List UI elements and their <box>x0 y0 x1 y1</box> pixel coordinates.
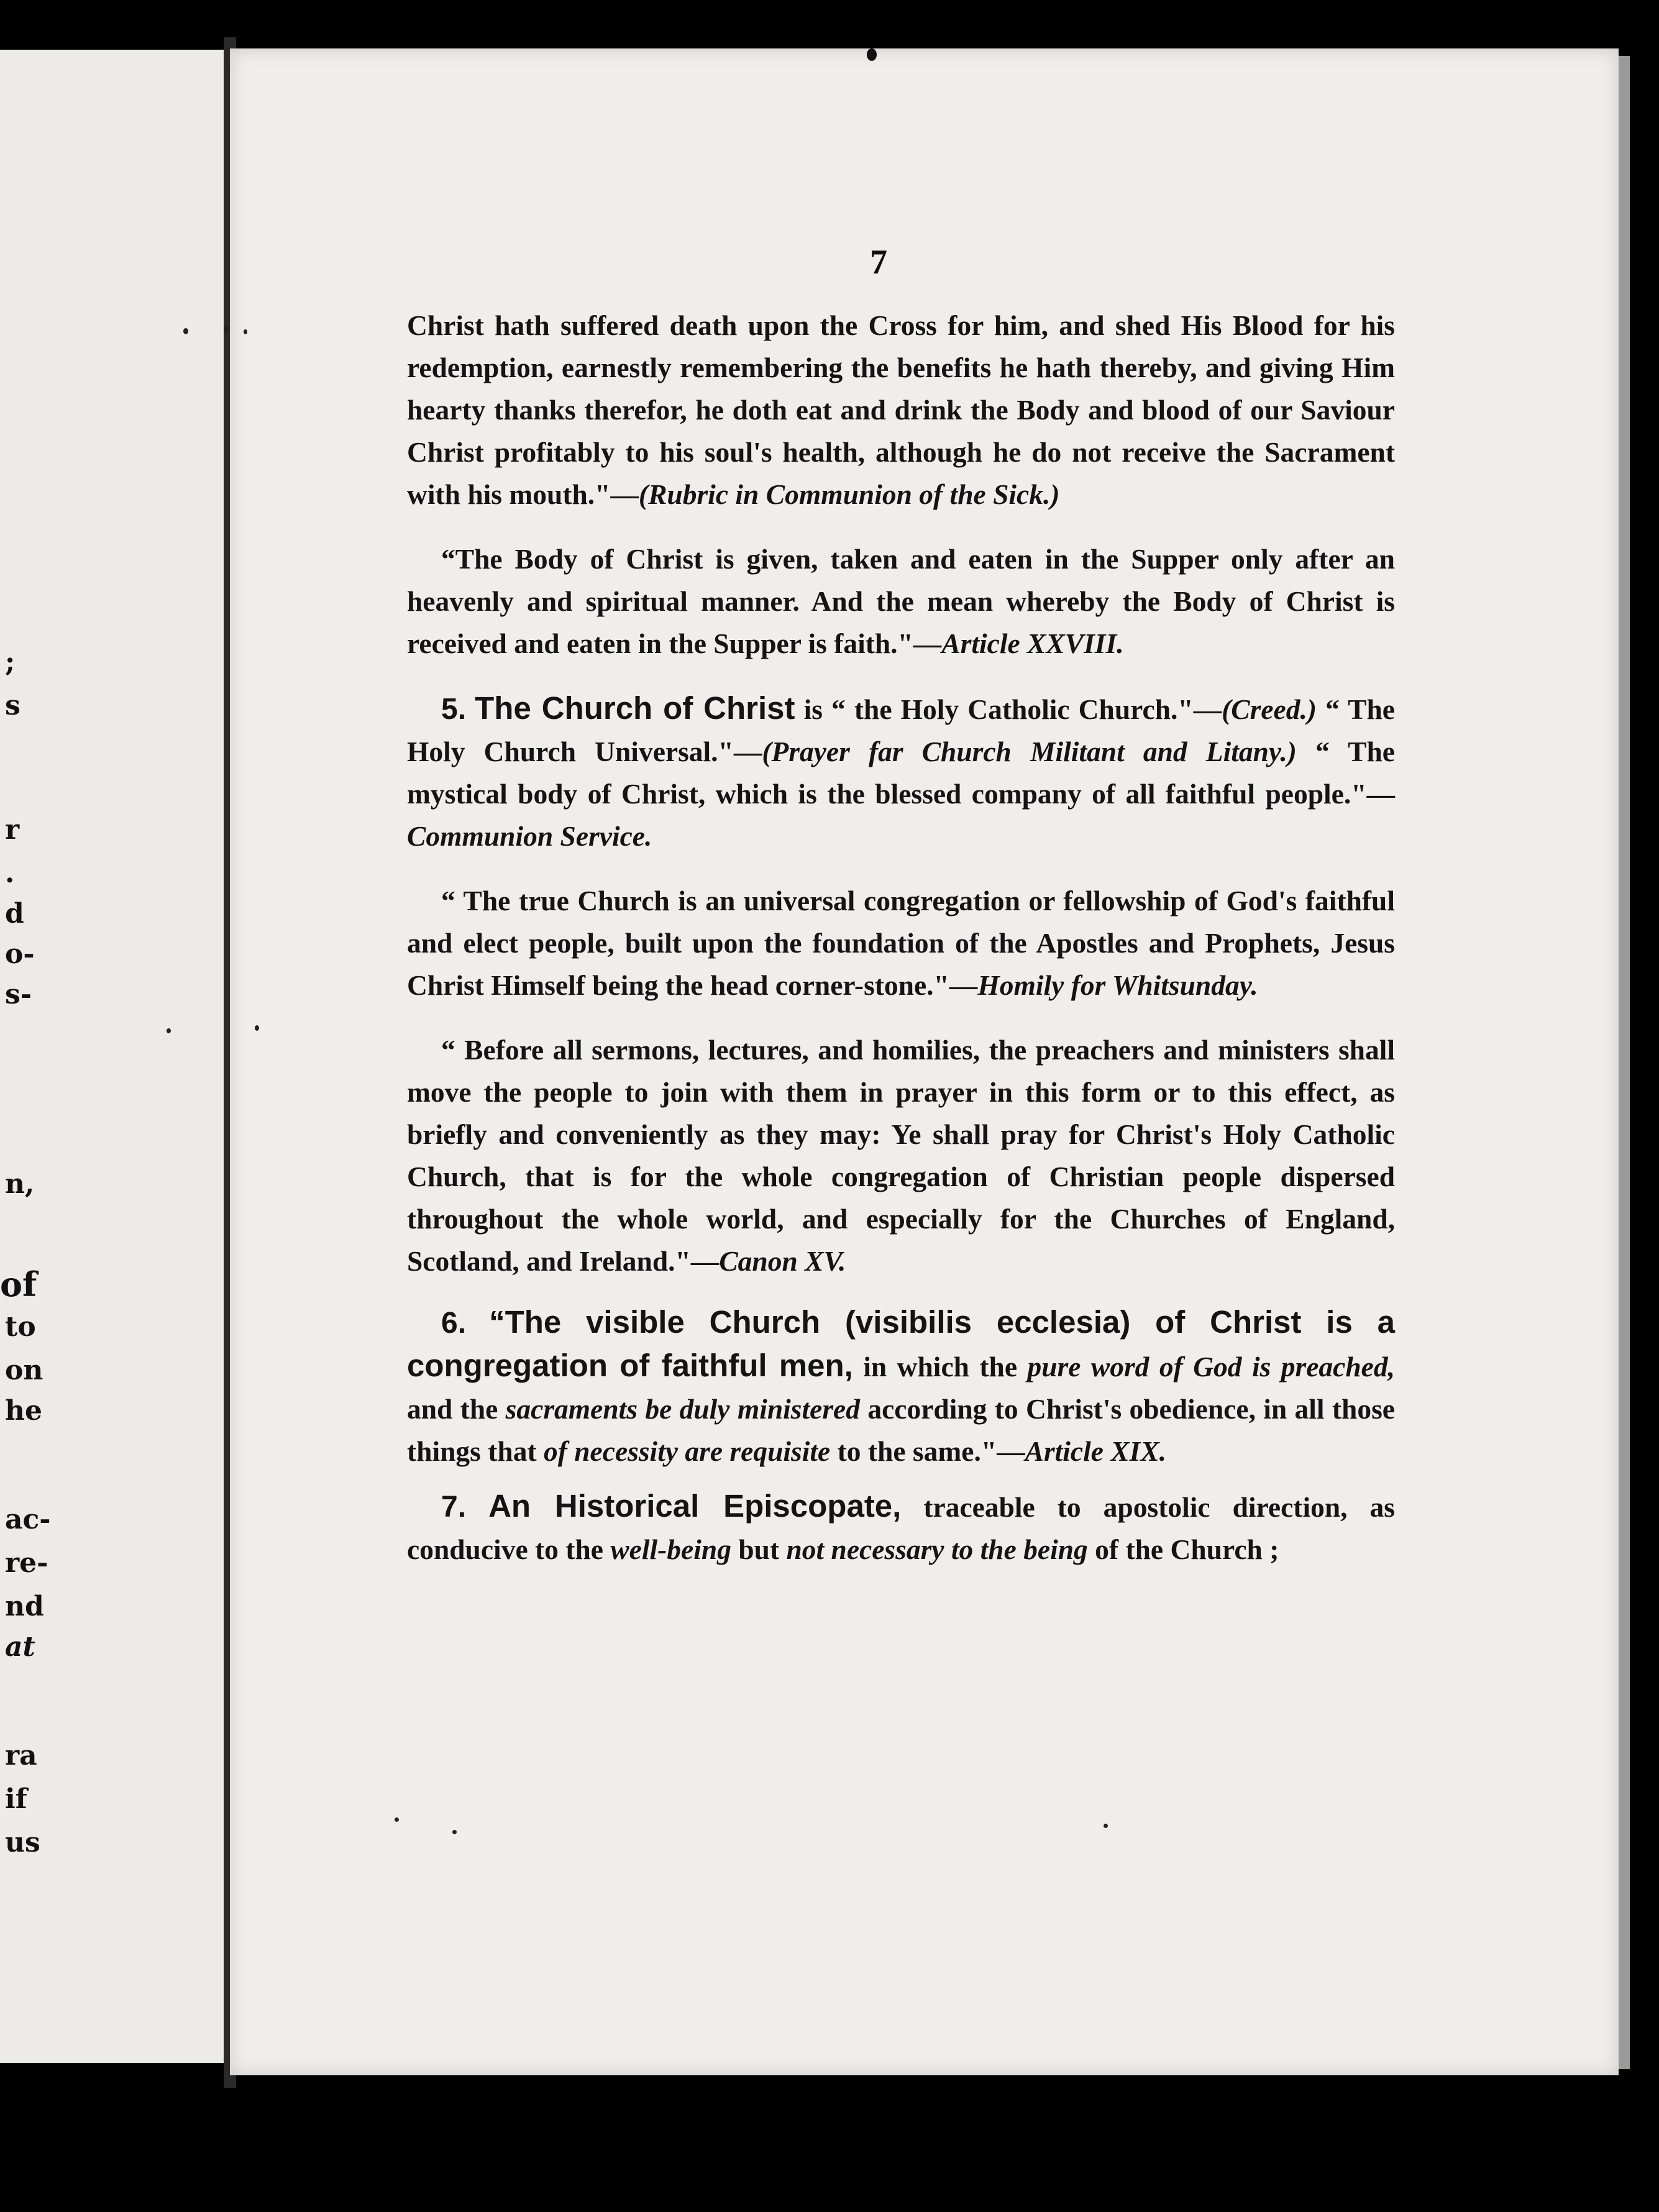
paragraph-text: to the same."— <box>830 1435 1025 1467</box>
paragraph-text: but <box>731 1533 787 1565</box>
paragraph-canon-xv <box>407 1029 1395 1282</box>
left-fragment: he <box>5 1395 42 1427</box>
left-fragment: r <box>5 814 20 846</box>
paragraph-text: of the Church ; <box>1087 1533 1279 1565</box>
section-number: 5. <box>441 693 467 726</box>
section-7 <box>407 1485 1395 1571</box>
left-fragment: s <box>5 690 21 721</box>
left-page-edge <box>0 50 224 2063</box>
paragraph-text: “The Body of Christ is given, taken and eaten in the Supper only after an heavenly and spiritual manner. And the mean whereby the Body of Christ is received and eaten in the Supper is faith."— <box>407 543 1395 659</box>
left-fragment: n, <box>5 1168 35 1200</box>
left-fragment: if <box>5 1783 27 1815</box>
paragraph-text: according to Christ's obedience, in all those things that <box>407 1393 1396 1467</box>
left-fragment: ac- <box>5 1504 51 1535</box>
citation: (Creed.) <box>1222 693 1317 725</box>
section-heading: “The visible Church (visibilis ecclesia) of Christ is a congregation of faithful men, <box>407 1304 1395 1383</box>
emphasis: pure word of God is preached, <box>1027 1351 1396 1382</box>
paragraph-rubric-sick <box>407 304 1395 516</box>
section-number: 6. <box>441 1307 467 1340</box>
paragraph-text: “ Before all sermons, lectures, and homilies, the preachers and ministers shall move the people to join with them in prayer in this form or to this effect, as briefly and conveniently as they may: Ye shall pray for Christ's Holy Catholic Church, that is for the whole congregation of Christian people dispersed throughout the whole world, and especially for the Churches of England, Scotland, and Ireland."— <box>407 1034 1395 1277</box>
paragraph-text: is “ the Holy Catholic Church."— <box>795 693 1222 725</box>
left-fragment: s- <box>5 979 32 1010</box>
left-fragment: us <box>5 1827 40 1858</box>
left-fragment: at <box>5 1631 35 1663</box>
page-edge-shadow <box>1619 56 1630 2069</box>
paragraph-article-xxviii <box>407 538 1395 665</box>
paragraph-text: in which the <box>852 1351 1028 1382</box>
emphasis: well-being <box>610 1533 731 1565</box>
section-heading: The Church of Christ <box>475 690 795 726</box>
citation: Canon XV. <box>719 1245 846 1277</box>
citation: Article XXVIII. <box>941 628 1124 659</box>
left-fragment: . <box>5 857 15 889</box>
scan-speck <box>452 1830 457 1834</box>
paragraph-text: Christ hath suffered death upon the Cross for him, and shed His Blood for his redemption, earnestly remembering the benefits he hath thereby, and giving Him hearty thanks therefor, he doth eat and drink the Body and blood of our Saviour Christ profitably to his soul's health, although he do not receive the Sacrament with his mouth."— <box>407 309 1395 510</box>
left-fragment: nd <box>5 1591 44 1622</box>
scan-speck <box>244 329 247 334</box>
paragraph-text: “ The mystical body of Christ, which is the blessed company of all faithful people."— <box>407 736 1395 810</box>
citation: Communion Service. <box>407 820 652 852</box>
citation: (Rubric in Communion of the Sick.) <box>638 478 1060 510</box>
paragraph-text: traceable to apostolic direction, as conducive to the <box>407 1491 1396 1565</box>
paragraph-homily <box>407 880 1395 1007</box>
scan-speck <box>255 1025 259 1031</box>
paragraph-text: “ The true Church is an universal congregation or fellowship of God's faithful and elect people, built upon the foundation of the Apostles and Prophets, Jesus Christ Himself being the head corner-stone."— <box>407 885 1395 1001</box>
section-heading: An Historical Episcopate, <box>488 1488 902 1524</box>
left-fragment: ra <box>5 1740 37 1771</box>
scan-speck <box>224 326 229 334</box>
left-fragment: o- <box>5 938 35 970</box>
left-fragment: to <box>5 1311 36 1343</box>
page-number: 7 <box>870 243 887 281</box>
left-fragment: of <box>0 1264 37 1304</box>
scan-speck <box>395 1817 399 1822</box>
scan-speck <box>183 328 188 334</box>
section-number: 7. <box>441 1491 467 1524</box>
left-fragment: on <box>5 1355 43 1386</box>
citation: Homily for Whitsunday. <box>977 969 1258 1001</box>
paragraph-text: and the <box>407 1393 506 1425</box>
emphasis: of necessity are requisite <box>543 1435 831 1467</box>
citation: Article XIX. <box>1025 1435 1167 1467</box>
emphasis: sacraments be duly ministered <box>505 1393 860 1425</box>
paragraph-text: “ The Holy Church Universal."— <box>407 693 1395 767</box>
binding-mark <box>867 48 877 61</box>
emphasis: not necessary to the being <box>786 1533 1088 1565</box>
left-fragment: d <box>5 898 24 930</box>
section-5 <box>407 687 1395 857</box>
section-6 <box>407 1301 1395 1473</box>
citation: (Prayer far Church Militant and Litany.) <box>762 736 1297 767</box>
scan-speck <box>167 1028 171 1033</box>
scan-speck <box>1104 1824 1108 1828</box>
left-fragment: re- <box>5 1547 48 1579</box>
page-body <box>407 304 1395 1571</box>
left-fragment: ; <box>5 646 16 678</box>
